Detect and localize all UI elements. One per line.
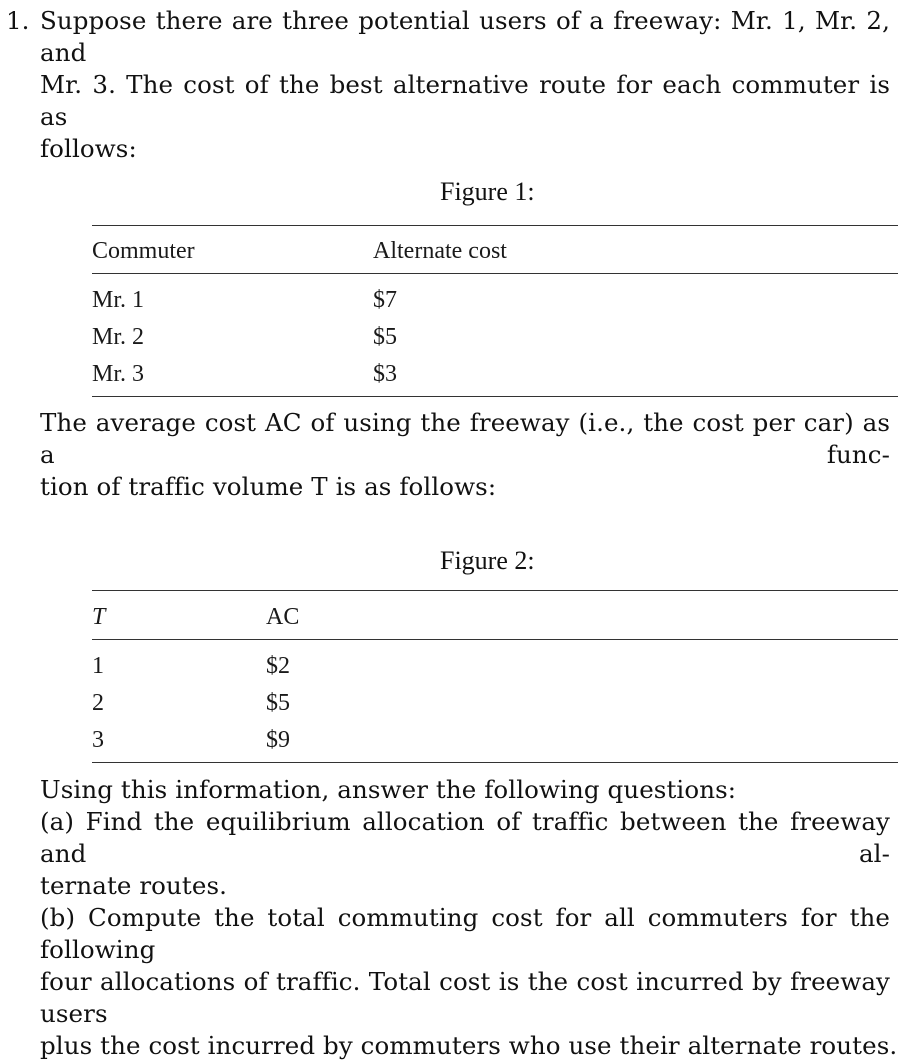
intro-line: follows: <box>40 134 137 163</box>
questions-paragraph <box>40 774 898 1062</box>
figure2-header-t: T <box>92 604 106 630</box>
question-a-line: ternate routes. <box>40 871 228 900</box>
figure2-header-rule <box>92 639 898 640</box>
figure2-cell-t: 2 <box>92 690 104 716</box>
figure1-header-alt-cost: Alternate cost <box>373 238 507 264</box>
question-b-line: four allocations of traffic. Total cost is the cost incurred by freeway users <box>40 967 890 1028</box>
figure1-caption: Figure 1: <box>440 177 535 206</box>
ac-intro-paragraph <box>40 407 890 503</box>
figure2-top-rule <box>92 590 898 591</box>
figure1-bottom-rule <box>92 396 898 397</box>
figure1-cell-commuter: Mr. 2 <box>92 324 145 350</box>
intro-line: Mr. 3. The cost of the best alternative route for each commuter is as <box>40 70 890 131</box>
problem-number: 1. <box>6 6 30 35</box>
intro-paragraph <box>40 5 890 165</box>
figure1-cell-commuter: Mr. 1 <box>92 287 145 313</box>
figure2-bottom-rule <box>92 762 898 763</box>
question-a-line: (a) Find the equilibrium allocation of traffic between the freeway and al- <box>40 807 890 868</box>
question-b-line: plus the cost incurred by commuters who use their alternate routes. <box>40 1031 898 1060</box>
figure1-cell-cost: $5 <box>373 324 397 350</box>
figure1-cell-commuter: Mr. 3 <box>92 361 145 387</box>
question-b-line: (b) Compute the total commuting cost for all commuters for the following <box>40 903 890 964</box>
figure2-cell-ac: $2 <box>266 653 290 679</box>
questions-line: Using this information, answer the following questions: <box>40 775 737 804</box>
intro-line: Suppose there are three potential users of a freeway: Mr. 1, Mr. 2, and <box>40 6 890 67</box>
figure2-header-ac: AC <box>266 604 300 630</box>
figure1-header-rule <box>92 273 898 274</box>
figure2-cell-t: 3 <box>92 727 104 753</box>
figure1-cell-cost: $7 <box>373 287 397 313</box>
figure2-cell-t: 1 <box>92 653 104 679</box>
figure1-cell-cost: $3 <box>373 361 397 387</box>
figure2-caption: Figure 2: <box>440 546 535 575</box>
ac-intro-line: tion of traffic volume T is as follows: <box>40 472 497 501</box>
figure1-header-commuter: Commuter <box>92 238 195 264</box>
figure2-cell-ac: $5 <box>266 690 290 716</box>
figure2-cell-ac: $9 <box>266 727 290 753</box>
figure1-top-rule <box>92 225 898 226</box>
ac-intro-line: The average cost AC of using the freeway (i.e., the cost per car) as a func- <box>40 408 890 469</box>
